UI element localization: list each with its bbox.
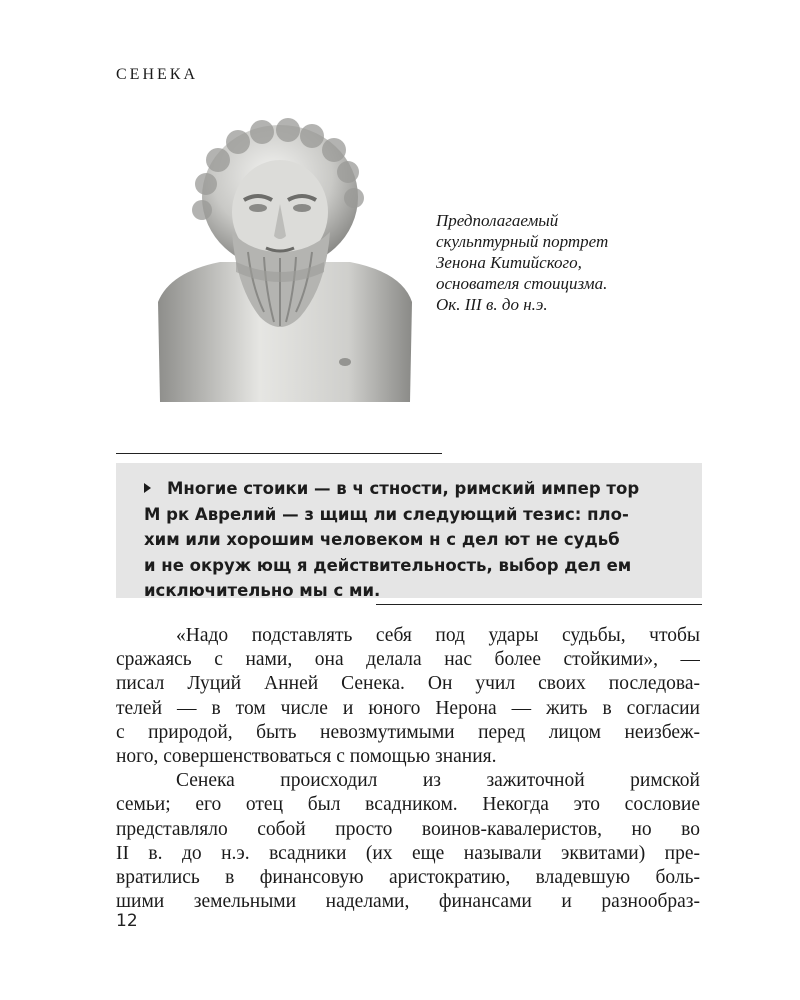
paragraph-line: представляло собой просто воинов-кавалеристов, но во bbox=[116, 818, 700, 840]
bust-of-zeno-image bbox=[140, 112, 430, 412]
callout-rule-bottom bbox=[376, 604, 702, 605]
paragraph-line: шими земельными наделами, финансами и разнообраз- bbox=[116, 891, 700, 913]
callout-line: М рк Аврелий — з щищ ли следующий тезис: пло- bbox=[144, 504, 629, 524]
caption-line: Предполагаемый bbox=[436, 211, 559, 230]
paragraph-line: вратились в финансовую аристократию, владевшую боль- bbox=[116, 866, 700, 888]
paragraph-line: семьи; его отец был всадником. Некогда это сословие bbox=[116, 794, 700, 816]
caption-line: основателя стоицизма. bbox=[436, 274, 608, 293]
paragraph-line: II в. до н.э. всадники (их еще называли эквитами) пре- bbox=[116, 842, 700, 864]
paragraph-line: сражаясь с нами, она делала нас более стойкими», — bbox=[116, 649, 700, 671]
callout-text: Многие стоики — в ч стности, римский импер тор bbox=[167, 479, 640, 498]
caption-line: Зенона Китийского, bbox=[436, 253, 582, 272]
running-head: СЕНЕКА bbox=[116, 66, 198, 83]
body-text bbox=[116, 624, 700, 914]
caption-line: скульптурный портрет bbox=[436, 232, 609, 251]
paragraph-line: «Надо подставлять себя под удары судьбы, чтобы bbox=[176, 625, 700, 646]
caption-line: Ок. III в. до н.э. bbox=[436, 295, 548, 314]
paragraph-line: телей — в том числе и юного Нерона — жить в согласии bbox=[116, 697, 700, 719]
page-number: 12 bbox=[116, 911, 138, 931]
paragraph-line: ного, совершенствоваться с помощью знания. bbox=[116, 745, 497, 767]
callout-line bbox=[144, 476, 682, 502]
paragraph-line: с природой, быть невозмутимыми перед лицом неизбеж- bbox=[116, 721, 700, 743]
callout-line: хим или хорошим человеком н с дел ют не судьб bbox=[144, 530, 620, 549]
callout-box bbox=[116, 463, 702, 598]
callout-rule-top bbox=[116, 453, 442, 454]
triangle-bullet-icon bbox=[144, 483, 151, 493]
callout-line: и не окруж ющ я действительность, выбор дел ем bbox=[144, 555, 632, 575]
figure-caption bbox=[436, 210, 696, 315]
paragraph-line: Сенека происходил из зажиточной римской bbox=[176, 770, 700, 792]
paragraph-line: писал Луций Анней Сенека. Он учил своих последова- bbox=[116, 673, 700, 695]
callout-line: исключительно мы с ми. bbox=[144, 581, 381, 600]
